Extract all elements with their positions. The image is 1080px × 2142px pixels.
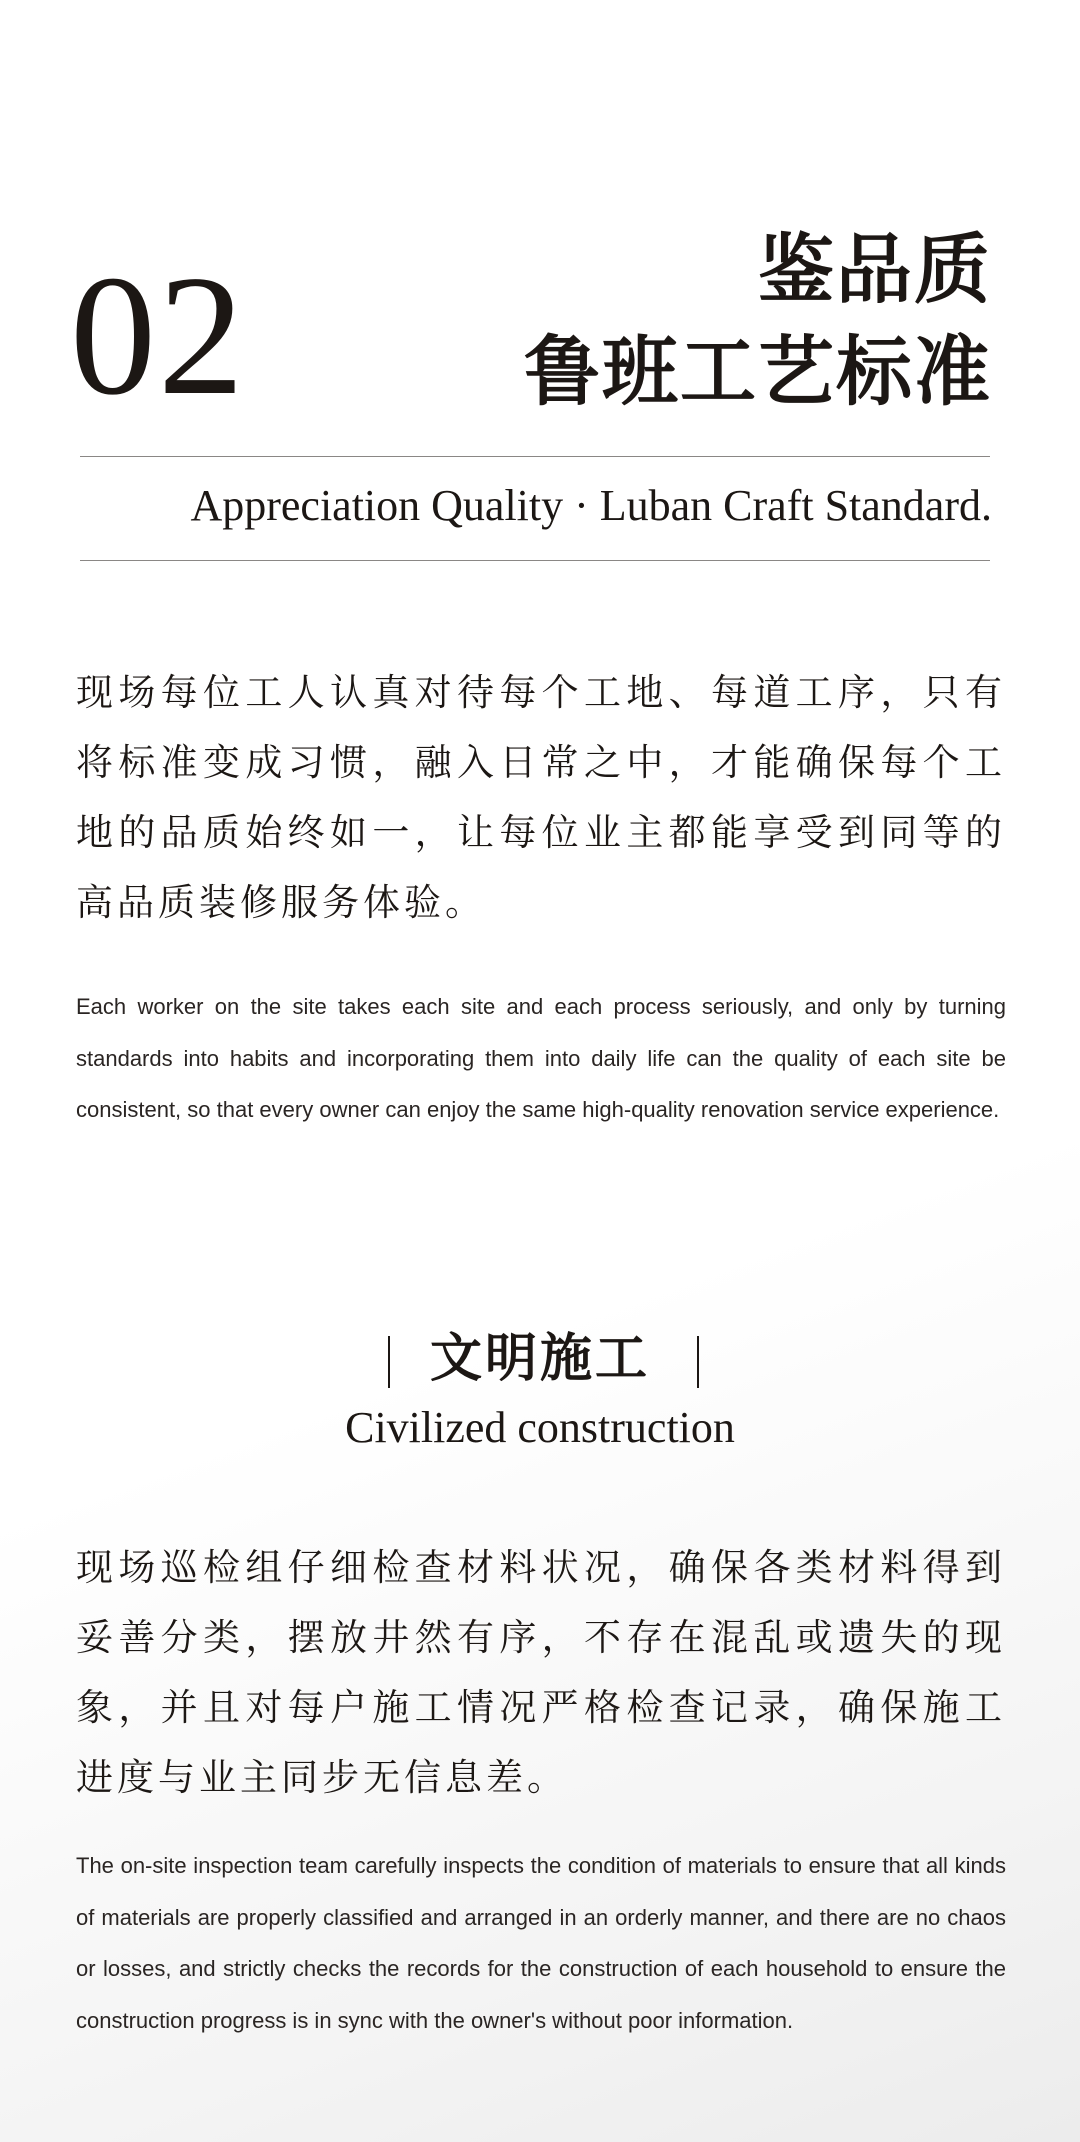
section-paragraph-en: The on-site inspection team carefully inspects the condition of materials to ensure that all kinds of materials are properly classified and arranged in an orderly manner, and there are no chaos or losses, and strictly checks the records for the construction of each household to ensure the construction progress is in sync with the owner's without poor information. xyxy=(76,1853,1006,2033)
top-divider xyxy=(80,456,990,457)
english-subtitle: Appreciation Quality · Luban Craft Standard. xyxy=(190,481,992,530)
page-title-line-1: 鉴品质 xyxy=(758,225,992,314)
intro-paragraph-zh: 现场每位工人认真对待每个工地、每道工序，只有将标准变成习惯，融入日常之中，才能确保每个工地的品质始终如一，让每位业主都能享受到同等的高品质装修服务体验。 xyxy=(76,671,1006,924)
section-title-en: Civilized construction xyxy=(345,1403,735,1452)
section-title-zh: 文明施工 xyxy=(429,1329,650,1389)
bottom-divider xyxy=(80,560,990,561)
section-paragraph-zh: 现场巡检组仔细检查材料状况，确保各类材料得到妥善分类，摆放井然有序，不存在混乱或遗失的现象，并且对每户施工情况严格检查记录，确保施工进度与业主同步无信息差。 xyxy=(76,1546,1006,1799)
intro-paragraph-en: Each worker on the site takes each site and each process seriously, and only by turning standards into habits and incorporating them into daily life can the quality of each site be consistent, so that every owner can enjoy the same high-quality renovation service experience. xyxy=(76,994,1006,1122)
section-number: 02 xyxy=(70,241,246,431)
page-title-line-2: 鲁班工艺标准 xyxy=(524,327,992,416)
section-heading xyxy=(0,1320,1080,1400)
heading-right-bar xyxy=(697,1336,699,1388)
